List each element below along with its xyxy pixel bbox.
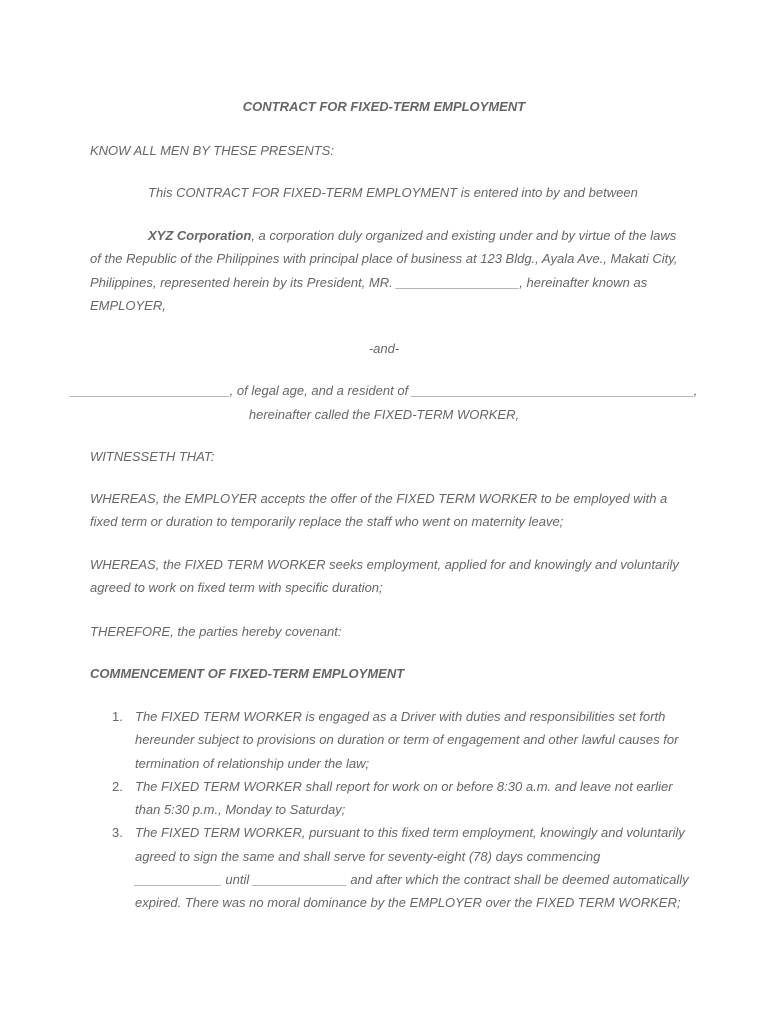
- list-item-number: 3.: [112, 825, 123, 841]
- employer-name: XYZ Corporation: [148, 228, 252, 243]
- list-item-text: The FIXED TERM WORKER shall report for work on or before 8:30 a.m. and leave not earlier than 5:30 p.m., Monday to Saturday;: [135, 778, 673, 818]
- worker-line: ______________________, of legal age, and a resident of _______________________________________,: [70, 383, 698, 398]
- whereas-paragraph-2: WHEREAS, the FIXED TERM WORKER seeks employment, applied for and knowingly and voluntarily agreed to work on fixed term with specific duration;: [90, 557, 679, 596]
- intro-line: This CONTRACT FOR FIXED-TERM EMPLOYMENT is entered into by and between: [148, 185, 638, 200]
- witnesseth-line: WITNESSETH THAT:: [90, 449, 215, 464]
- list-item: [90, 705, 690, 775]
- list-item-text: The FIXED TERM WORKER is engaged as a Driver with duties and responsibilities set forth hereunder subject to provisions on duration or term of engagement and other lawful causes for termination of relationship under the law;: [135, 709, 679, 771]
- and-separator: -and-: [368, 341, 400, 356]
- list-item: [90, 821, 690, 914]
- list-item-text: The FIXED TERM WORKER, pursuant to this fixed term employment, knowingly and voluntarily agreed to sign the same and shall serve for seventy-eight (78) days commencing ____________ until _____________ and after which the contract shall be deemed automatically expired. There was no moral dominance by the EMPLOYER over the FIXED TERM WORKER;: [135, 825, 689, 911]
- document-title: CONTRACT FOR FIXED-TERM EMPLOYMENT: [242, 99, 526, 114]
- list-item-number: 2.: [112, 778, 123, 794]
- terms-list: [90, 705, 690, 915]
- list-item-number: 1.: [112, 709, 123, 724]
- list-item: [90, 775, 690, 822]
- section-heading: COMMENCEMENT OF FIXED-TERM EMPLOYMENT: [90, 666, 405, 681]
- employer-paragraph: [90, 224, 680, 317]
- know-all-line: KNOW ALL MEN BY THESE PRESENTS:: [90, 143, 334, 158]
- employer-description: , a corporation duly organized and existing under and by virtue of the laws of the Republic of the Philippines with principal place of business at 123 Bldg., Ayala Ave., Makati City, Philippines, represented herein by its President, MR. _________________, hereinafter known as EMPLOYER,: [90, 228, 678, 313]
- worker-called-line: hereinafter called the FIXED-TERM WORKER,: [248, 407, 520, 422]
- whereas-paragraph-1: WHEREAS, the EMPLOYER accepts the offer of the FIXED TERM WORKER to be employed with a fixed term or duration to temporarily replace the staff who went on maternity leave;: [90, 491, 668, 530]
- therefore-line: THEREFORE, the parties hereby covenant:: [90, 624, 342, 639]
